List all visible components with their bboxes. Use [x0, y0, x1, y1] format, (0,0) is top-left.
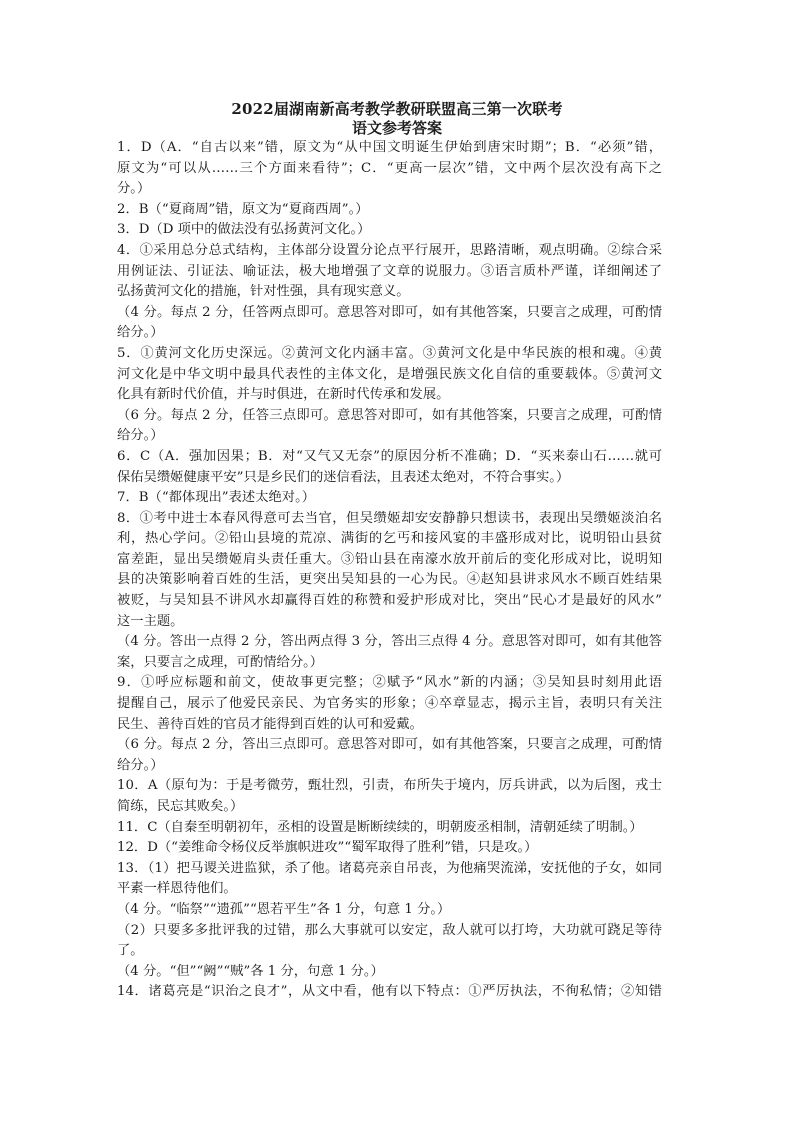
text-line: （4 分。“临祭”“遗孤”“恩若平生”各 1 分，句意 1 分。） — [117, 901, 451, 917]
text-line: 民生、善待百姓的官员才能得到百姓的认可和爱戴。 — [117, 716, 423, 732]
text-line: 给分。） — [117, 757, 164, 773]
text-line: 4．①采用总分总式结构，主体部分设置分论点平行展开，思路清晰，观点明确。②综合采 — [117, 242, 662, 258]
text-line: 化具有新时代价值，并与时俱进，在新时代传承和发展。 — [117, 387, 450, 403]
text-line: 11．C（自秦至明朝初年，丞相的设置是断断续续的，明朝废丞相制，清朝延续了明制。） — [117, 819, 643, 835]
text-line: 8．①考中进士本春风得意可去当官，但吴缵姬却安安静静只想读书，表现出吴缵姬淡泊名 — [117, 510, 662, 526]
text-line: 案，只要言之成理，可酌情给分。） — [117, 654, 324, 670]
text-line: 提醒自己，展示了他爱民亲民、为官务实的形象；④卒章显志，揭示主旨，表明只有关注 — [117, 696, 662, 712]
text-line: 保佑吴缵姬健康平安”只是乡民们的迷信看法，且表述太绝对，不符合事实。） — [117, 469, 570, 485]
text-line: 简练，民忘其败矣。） — [117, 799, 244, 814]
text-line: 13．（1）把马谡关进监狱，杀了他。诸葛亮亲自吊丧，为他痛哭流涕，安抚他的子女，如同 — [117, 860, 662, 876]
text-line: （6 分。每点 2 分，任答三点即可。意思答对即可，如有其他答案，只要言之成理，可酌情 — [117, 407, 662, 423]
text-line: 12．D（“姜维命令杨仪反举旗帜进攻”“蜀军取得了胜利”错，只是攻。） — [117, 840, 538, 856]
text-line: 3．D（D 项中的做法没有弘扬黄河文化。） — [117, 222, 371, 238]
text-line: 这一主题。 — [117, 613, 184, 629]
page-subtitle: 语文参考答案 — [351, 119, 442, 137]
text-line: 县的决策影响着百姓的生活，更突出吴知县的一心为民。④赵知县讲求风水不顾百姓结果 — [117, 572, 662, 588]
text-line: 给分。） — [117, 325, 164, 341]
page-title: 2022届湖南新高考教学教研联盟高三第一次联考 — [231, 100, 563, 118]
text-line: 7．B（“都体现出”表述太绝对。） — [117, 490, 316, 506]
text-line: 6．C（A．强加因果；B．对“又气又无奈”的原因分析不准确；D．“买来泰山石……就可 — [117, 448, 662, 464]
text-line: 河文化是中华文明中最具代表性的主体文化，是增强民族文化自信的重要载体。⑤黄河文 — [117, 366, 662, 382]
text-line: （4 分。每点 2 分，任答两点即可。意思答对即可，如有其他答案，只要言之成理，可酌情 — [117, 304, 662, 320]
text-line: 10．A（原句为：于是考微劳，甄壮烈，引责，布所失于境内，厉兵讲武，以为后图，戎士 — [117, 778, 662, 794]
text-line: 被贬，与吴知县不讲风水却赢得百姓的称赞和爱护形成对比，突出“民心才是最好的风水” — [117, 593, 662, 609]
text-line: （6 分。每点 2 分，答出三点即可。意思答对即可，如有其他答案，只要言之成理，可酌情 — [117, 737, 662, 753]
text-line: 14．诸葛亮是“识治之良才”，从文中看，他有以下特点：①严厉执法，不徇私情；②知错 — [117, 984, 662, 1000]
text-line: 富差距，显出吴缵姬肩头责任重大。③铅山县在南濠水放开前后的变化形成对比，说明知 — [117, 551, 662, 567]
answer-body — [117, 138, 662, 1003]
text-line: 弘扬黄河文化的措施，针对性强，具有现实意义。 — [117, 284, 410, 300]
text-line: 了。 — [117, 943, 144, 959]
text-line: 9．①呼应标题和前文，使故事更完整；②赋予“风水”新的内涵；③吴知县时刻用此语 — [117, 675, 662, 691]
text-line: 2．B（“夏商周”错，原文为“夏商西周”。） — [117, 201, 369, 217]
text-line: 1．D（A．“自古以来”错，原文为“从中国文明诞生伊始到唐宋时期”；B．“必须”错， — [117, 140, 662, 155]
text-line: （4 分。“但”“阙”“贼”各 1 分，句意 1 分。） — [117, 963, 384, 979]
text-line: （2）只要多多批评我的过错，那么大事就可以安定，敌人就可以打垮，大功就可跷足等待 — [117, 922, 662, 938]
text-line: 原文为“可以从……三个方面来看待”；C．“更高一层次”错，文中两个层次没有高下之 — [117, 160, 662, 176]
text-line: 5．①黄河文化历史深远。②黄河文化内涵丰富。③黄河文化是中华民族的根和魂。④黄 — [117, 345, 662, 361]
text-line: （4 分。答出一点得 2 分，答出两点得 3 分，答出三点得 4 分。意思答对即可，如有其他答 — [117, 634, 662, 650]
text-line: 用例证法、引证法、喻证法，极大地增强了文章的说服力。③语言质朴严谨，详细阐述了 — [117, 263, 662, 279]
text-line: 平素一样恩待他们。 — [117, 881, 237, 897]
text-line: 利，热心学问。②铅山县境的荒凉、满街的乞丐和接风宴的丰盛形成对比，说明铅山县贫 — [117, 531, 662, 547]
text-line: 给分。） — [117, 428, 164, 444]
text-line: 分。） — [117, 181, 151, 197]
